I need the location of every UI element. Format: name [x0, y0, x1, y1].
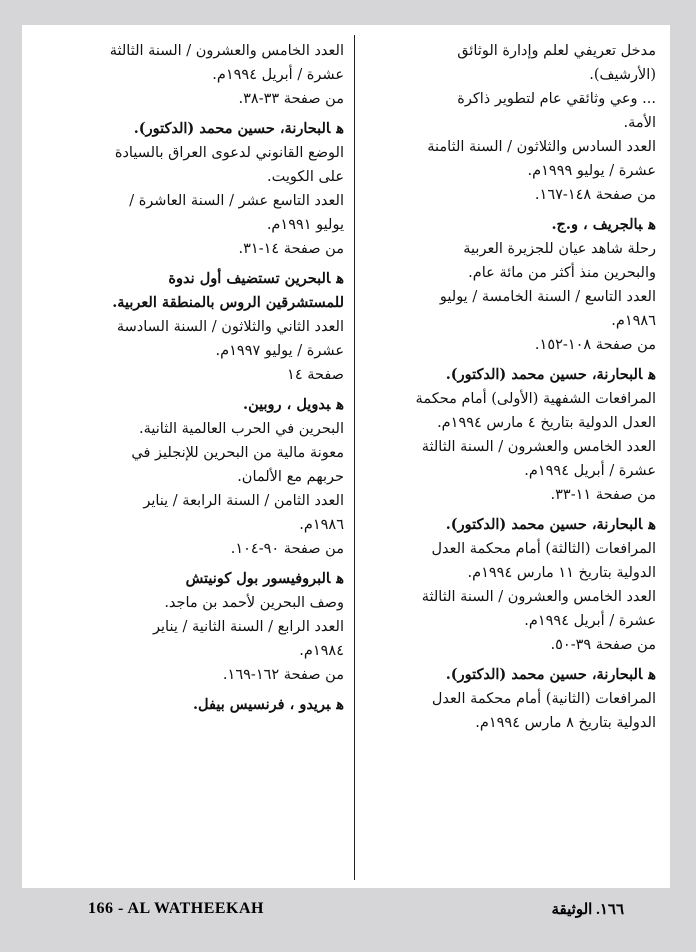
- entry-issue: ١٩٨٦م.: [299, 517, 344, 533]
- entry-title: الدولية بتاريخ ٨ مارس ١٩٩٤م.: [475, 715, 656, 731]
- entry-author: هالبحارنة، حسين محمد (الدكتور).: [445, 666, 656, 683]
- bibliography-entry: [366, 513, 656, 657]
- bibliography-entry: [44, 267, 344, 387]
- page-footer: [0, 900, 696, 922]
- entry-issue: يوليو ١٩٩١م.: [266, 217, 344, 233]
- footer-page-label-arabic: ١٦٦. الوثيقة: [551, 902, 624, 918]
- entry-title: المرافعات الشفهية (الأولى) أمام محكمة: [415, 391, 656, 407]
- left-column: [44, 39, 344, 723]
- entry-title: وصف البحرين لأحمد بن ماجد.: [164, 595, 344, 611]
- entry-author: هالبحارنة، حسين محمد (الدكتور).: [133, 120, 344, 137]
- entry-description: الأمة.: [623, 115, 656, 131]
- bullet-icon: ه: [648, 516, 656, 533]
- entry-author: هبدويل ، روبين.: [243, 396, 344, 413]
- bibliography-entry: [44, 393, 344, 561]
- bullet-icon: ه: [648, 666, 656, 683]
- entry-author: هبريدو ، فرنسيس بيفل.: [192, 696, 344, 713]
- bibliography-entry: [366, 213, 656, 357]
- entry-author: هبالجريف ، و.ج.: [551, 216, 656, 233]
- entry-pages: من صفحة ١٤٨-١٦٧.: [534, 187, 656, 203]
- entry-pages: من صفحة ١٦٢-١٦٩.: [222, 667, 344, 683]
- entry-issue: عشرة / يوليو ١٩٩٧م.: [215, 343, 344, 359]
- entry-issue: العدد الخامس والعشرون / السنة الثالثة: [109, 43, 344, 59]
- bibliography-entry: [366, 363, 656, 507]
- entry-pages: من صفحة ١٤-٣١.: [238, 241, 344, 257]
- entry-description: ... وعي وثائقي عام لتطوير ذاكرة: [457, 91, 656, 107]
- entry-issue: العدد الخامس والعشرون / السنة الثالثة: [421, 439, 656, 455]
- bullet-icon: ه: [648, 366, 656, 383]
- entry-author: للمستشرقين الروس بالمنطقة العربية.: [112, 294, 344, 311]
- entry-title: معونة مالية من البحرين للإنجليز في: [131, 445, 344, 461]
- entry-issue: عشرة / يوليو ١٩٩٩م.: [527, 163, 656, 179]
- entry-pages: صفحة ١٤: [287, 367, 344, 383]
- entry-description: البحرين في الحرب العالمية الثانية.: [138, 421, 344, 437]
- bibliography-entry: [366, 663, 656, 735]
- entry-pages: من صفحة ١٠٨-١٥٢.: [534, 337, 656, 353]
- entry-issue: عشرة / أبريل ١٩٩٤م.: [524, 613, 656, 629]
- bullet-icon: ه: [336, 270, 344, 287]
- entry-issue: عشرة / أبريل ١٩٩٤م.: [212, 67, 344, 83]
- entry-pages: من صفحة ٣٣-٣٨.: [238, 91, 344, 107]
- right-column: [366, 39, 656, 741]
- bullet-icon: ه: [336, 696, 344, 713]
- entry-title: حربهم مع الألمان.: [237, 469, 344, 485]
- entry-issue: العدد الرابع / السنة الثانية / يناير: [153, 619, 344, 635]
- entry-pages: من صفحة ٩٠-١٠٤.: [230, 541, 344, 557]
- entry-title: العدل الدولية بتاريخ ٤ مارس ١٩٩٤م.: [437, 415, 656, 431]
- entry-title: (الأرشيف).: [589, 67, 656, 83]
- bibliography-entry: [44, 39, 344, 111]
- bullet-icon: ه: [336, 396, 344, 413]
- entry-title: والبحرين منذ أكثر من مائة عام.: [468, 265, 656, 281]
- entry-title: الدولية بتاريخ ١١ مارس ١٩٩٤م.: [467, 565, 656, 581]
- entry-author: هالبحرين تستضيف أول ندوة: [168, 270, 344, 287]
- page: [22, 25, 670, 888]
- bullet-icon: ه: [336, 120, 344, 137]
- column-divider: [354, 35, 355, 880]
- footer-page-label: 166 - AL WATHEEKAH: [88, 900, 264, 917]
- entry-title: المرافعات (الثانية) أمام محكمة العدل: [431, 691, 656, 707]
- entry-author: هالبحارنة، حسين محمد (الدكتور).: [445, 516, 656, 533]
- bibliography-entry: [44, 567, 344, 687]
- entry-issue: العدد التاسع عشر / السنة العاشرة /: [129, 193, 344, 209]
- entry-author: هالبروفيسور بول كونيتش: [185, 570, 344, 587]
- bibliography-entry: [366, 39, 656, 207]
- entry-issue: عشرة / أبريل ١٩٩٤م.: [524, 463, 656, 479]
- bullet-icon: ه: [648, 216, 656, 233]
- entry-title: مدخل تعريفي لعلم وإدارة الوثائق: [457, 43, 656, 59]
- entry-title: المرافعات (الثالثة) أمام محكمة العدل: [431, 541, 656, 557]
- entry-issue: ١٩٨٦م.: [611, 313, 656, 329]
- entry-issue: ١٩٨٤م.: [299, 643, 344, 659]
- bibliography-entry: [44, 117, 344, 261]
- entry-issue: العدد الثاني والثلاثون / السنة السادسة: [116, 319, 344, 335]
- entry-title: الوضع القانوني لدعوى العراق بالسيادة: [114, 145, 344, 161]
- entry-title: على الكويت.: [267, 169, 344, 185]
- entry-issue: العدد الخامس والعشرون / السنة الثالثة: [421, 589, 656, 605]
- entry-issue: العدد السادس والثلاثون / السنة الثامنة: [427, 139, 656, 155]
- entry-author: هالبحارنة، حسين محمد (الدكتور).: [445, 366, 656, 383]
- entry-title: رحلة شاهد عيان للجزيرة العربية: [463, 241, 656, 257]
- entry-pages: من صفحة ١١-٣٣.: [550, 487, 656, 503]
- entry-issue: العدد الثامن / السنة الرابعة / يناير: [143, 493, 344, 509]
- bullet-icon: ه: [336, 570, 344, 587]
- entry-issue: العدد التاسع / السنة الخامسة / يوليو: [439, 289, 656, 305]
- bibliography-entry: [44, 693, 344, 717]
- entry-pages: من صفحة ٣٩-٥٠.: [550, 637, 656, 653]
